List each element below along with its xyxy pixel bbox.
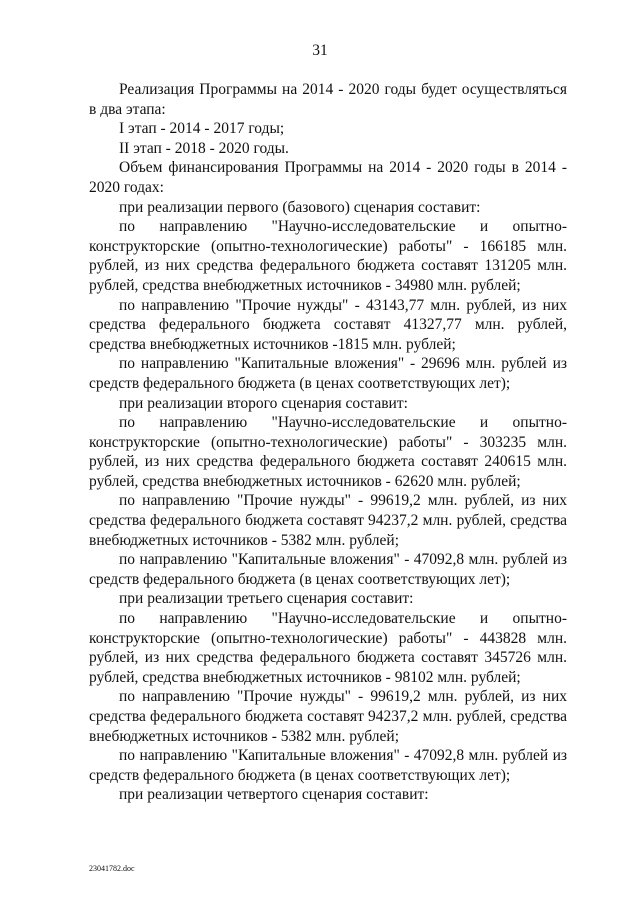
paragraph-scenario-2-capital: по направлению "Капитальные вложения" - 47092,8 млн. рублей из средств федерального бюджета (в ценах соответствующих лет);: [89, 551, 567, 588]
paragraph-scenario-2-rnd: по направлению "Научно-исследовательские и опытно-конструкторские (опытно-технологические) работы" - 303235 млн. рублей, из них средства федерального бюджета составят 240615 млн. рублей, средства внебюджетных источников - 62620 млн. рублей;: [89, 414, 567, 490]
paragraph-scenario-1-other: по направлению "Прочие нужды" - 43143,77 млн. рублей, из них средства федерального бюджета составят 41327,77 млн. рублей, средства внебюджетных источников -1815 млн. рублей;: [89, 296, 567, 353]
paragraph-funding-volume: Объем финансирования Программы на 2014 - 2020 годы в 2014 - 2020 годах:: [89, 159, 567, 196]
document-file-reference: 23041782.doc: [89, 864, 135, 873]
paragraph-scenario-3-capital: по направлению "Капитальные вложения" - 47092,8 млн. рублей из средств федерального бюджета (в ценах соответствующих лет);: [89, 747, 567, 784]
paragraph-stage-1: I этап - 2014 - 2017 годы;: [119, 120, 285, 138]
paragraph-stage-2: II этап - 2018 - 2020 годы.: [119, 139, 289, 157]
paragraph-scenario-3-heading: при реализации третьего сценария составит:: [119, 590, 414, 608]
paragraph-scenario-1-heading: при реализации первого (базового) сценария составит:: [119, 198, 481, 216]
paragraph-scenario-4-heading: при реализации четвертого сценария составит:: [119, 786, 429, 804]
paragraph-scenario-1-capital: по направлению "Капитальные вложения" - 29696 млн. рублей из средств федерального бюджета (в ценах соответствующих лет);: [89, 355, 567, 392]
paragraph-scenario-3-rnd: по направлению "Научно-исследовательские и опытно-конструкторские (опытно-технологические) работы" - 443828 млн. рублей, из них средства федерального бюджета составят 345726 млн. рублей, средства внебюджетных источников - 98102 млн. рублей;: [89, 610, 567, 686]
paragraph-scenario-2-other: по направлению "Прочие нужды" - 99619,2 млн. рублей, из них средства федерального бюджета составят 94237,2 млн. рублей, средства внебюджетных источников - 5382 млн. рублей;: [89, 492, 567, 549]
paragraph-scenario-3-other: по направлению "Прочие нужды" - 99619,2 млн. рублей, из них средства федерального бюджета составят 94237,2 млн. рублей, средства внебюджетных источников - 5382 млн. рублей;: [89, 688, 567, 745]
page-number: 31: [312, 42, 328, 59]
paragraph-scenario-1-rnd: по направлению "Научно-исследовательские и опытно-конструкторские (опытно-технологические) работы" - 166185 млн. рублей, из них средства федерального бюджета составят 131205 млн. рублей, средства внебюджетных источников - 34980 млн. рублей;: [89, 218, 567, 294]
paragraph-implementation-stages: Реализация Программы на 2014 - 2020 годы будет осуществляться в два этапа:: [89, 81, 567, 118]
paragraph-scenario-2-heading: при реализации второго сценария составит:: [119, 394, 408, 412]
document-body: [89, 80, 567, 805]
